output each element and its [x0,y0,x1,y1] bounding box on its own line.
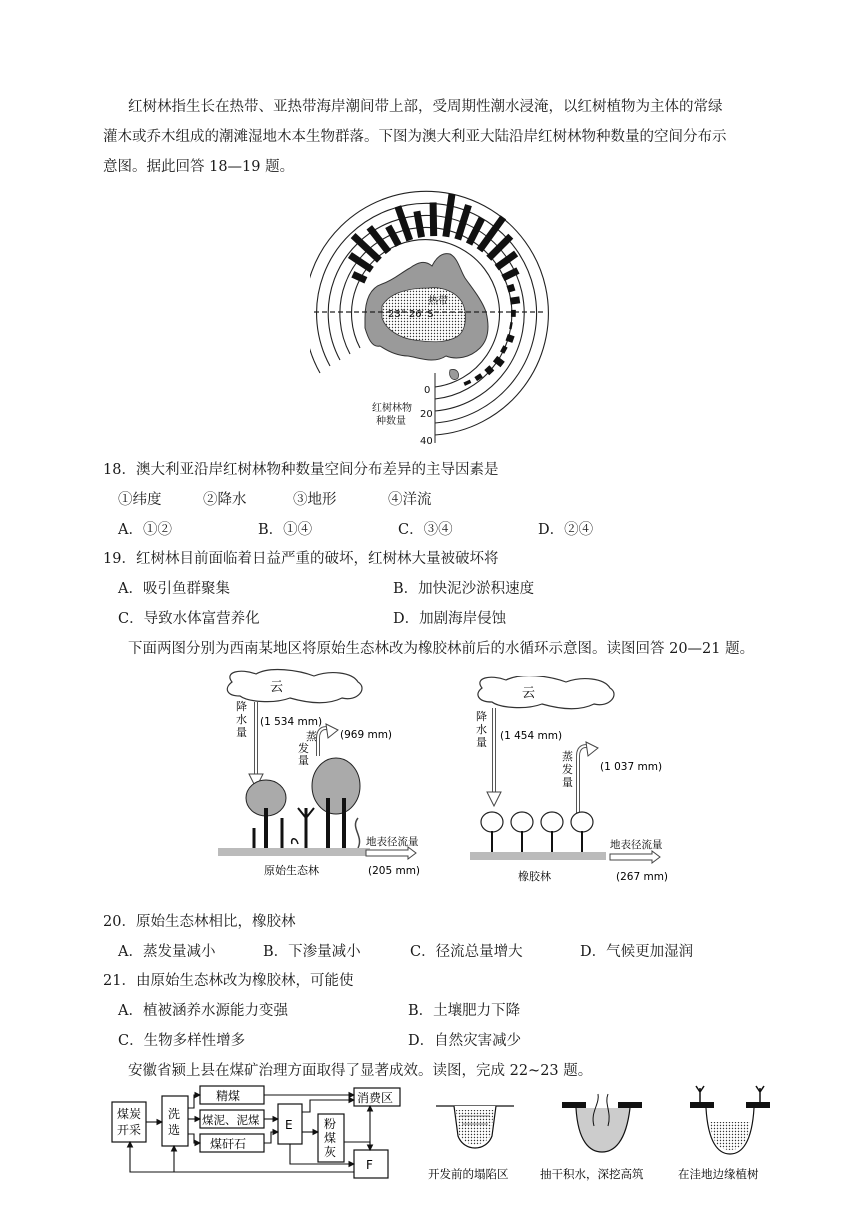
evap-label-3: 量 [562,776,573,789]
caption: 原始生态林 [264,864,319,877]
flow-ash-2: 煤 [324,1131,337,1145]
flow-e: E [285,1118,293,1132]
q21-option-b: B．土壤肥力下降 [408,1003,521,1019]
q20-option-c: C．径流总量增大 [410,944,523,960]
evap-label-2: 发 [298,742,309,755]
q18-option-b: B．①④ [258,522,313,538]
q19-option-b: B．加快泥沙淤积速度 [393,581,535,597]
pit-caption-2: 抽干积水，深挖高筑 [540,1167,644,1181]
flow-gangue: 煤矸石 [210,1137,247,1151]
water-cycle-rubber-forest [470,676,690,891]
flow-ash-3: 灰 [324,1145,337,1159]
q18-option-d: D．②④ [538,522,594,538]
species-bar [506,284,515,293]
legend-title-2: 种数量 [376,416,406,427]
precip-value: (1 454 mm) [500,730,563,742]
species-bar [385,225,401,247]
evap-value: (969 mm) [340,729,393,741]
q18-option-c: C．③④ [398,522,453,538]
runoff-value: (267 mm) [616,871,669,883]
flow-mining-1: 煤炭 [117,1107,142,1121]
intro-line-2: 灌木或乔木组成的潮滩湿地木本生物群落。下图为澳大利亚大陆沿岸红树林物种数量的空间分布示 [103,129,727,145]
runoff-label: 地表径流量 [610,839,663,851]
pit-diagrams [428,1082,788,1182]
precip-label-1: 降 [476,710,487,723]
q21-option-d: D．自然灾害减少 [408,1033,522,1049]
intro-line-1: 红树林指生长在热带、亚热带海岸潮间带上部，受周期性潮水浸淹，以红树植物为主体的常绿 [128,99,723,115]
intro-3: 安徽省颍上县在煤矿治理方面取得了显著成效。读图，完成 22~23 题。 [128,1063,593,1079]
q19-stem: 19．红树林目前面临着日益严重的破坏，红树林大量被破坏将 [103,551,499,567]
scale-tick-0: 0 [424,385,431,396]
evap-value: (1 037 mm) [600,761,663,773]
precip-value: (1 534 mm) [260,716,323,728]
runoff-label: 地表径流量 [366,836,419,848]
q21-option-a: A．植被涵养水源能力变强 [118,1003,288,1019]
species-bar [413,211,425,238]
q21-option-c: C．生物多样性增多 [118,1033,246,1049]
flow-wash-1: 洗 [168,1107,181,1121]
water-cycle-original-forest [218,668,438,893]
q19-option-c: C．导致水体富营养化 [118,611,260,627]
legend-title-1: 红树林物 [372,403,412,414]
q20-stem: 20．原始生态林相比，橡胶林 [103,914,296,930]
flow-consume: 消费区 [357,1091,394,1105]
scale-tick-20: 20 [420,409,433,420]
species-bar [500,345,508,353]
precip-label-1: 降 [236,700,247,713]
species-bar [511,310,516,317]
pit-caption-1: 开发前的塌陷区 [428,1167,509,1181]
species-bar [509,322,513,329]
q18-choice-4: ④洋流 [388,492,432,508]
tropic-label: 23° 26′ S [388,309,434,320]
precip-label-2: 水 [476,723,487,736]
cloud-label: 云 [270,680,284,695]
species-bar [474,373,482,381]
q20-option-b: B．下渗量减小 [263,944,361,960]
runoff-value: (205 mm) [368,865,421,877]
cloud-label: 云 [522,686,536,701]
q20-option-d: D．气候更加湿润 [580,944,694,960]
intro-2: 下面两图分别为西南某地区将原始生态林改为橡胶林前后的水循环示意图。读图回答 20—21 题。 [128,641,755,657]
evap-label-1: 蒸 [562,750,573,763]
q18-choice-3: ③地形 [293,492,337,508]
flow-fine-coal: 精煤 [216,1089,241,1103]
flow-mining-2: 开采 [117,1123,142,1137]
intro-line-3: 意图。据此回答 18—19 题。 [103,159,295,175]
q19-option-a: A．吸引鱼群聚集 [118,581,230,597]
q18-option-a: A．①② [118,522,172,538]
species-bar [510,296,521,304]
flow-wash-2: 选 [168,1123,181,1137]
precip-label-3: 量 [236,726,247,739]
species-bar [442,194,455,238]
caption: 橡胶林 [518,870,551,883]
q19-option-d: D．加剧海岸侵蚀 [393,611,507,627]
precip-label-3: 量 [476,736,487,749]
species-bar [463,380,471,386]
species-bar [430,202,438,236]
flow-slime: 煤泥、泥煤 [202,1113,260,1127]
evap-label-2: 发 [562,763,573,776]
q18-stem: 18．澳大利亚沿岸红树林物种数量空间分布差异的主导因素是 [103,462,499,478]
tropic-zone-label: 热带 [428,296,448,307]
evap-label-1: 蒸 [306,730,317,743]
q21-stem: 21．由原始生态林改为橡胶林，可能使 [103,973,354,989]
pit-caption-3: 在洼地边缘植树 [678,1167,759,1181]
scale-tick-40: 40 [420,436,433,447]
precip-label-2: 水 [236,713,247,726]
species-bar [501,267,519,281]
q20-option-a: A．蒸发量减小 [118,944,216,960]
mangrove-map [310,188,560,450]
coal-flow-chart [108,1082,420,1182]
q18-choice-2: ②降水 [203,492,247,508]
q18-choice-1: ①纬度 [118,492,162,508]
flow-f: F [366,1158,373,1172]
evap-label-3: 量 [298,754,309,767]
flow-ash-1: 粉 [324,1117,337,1131]
